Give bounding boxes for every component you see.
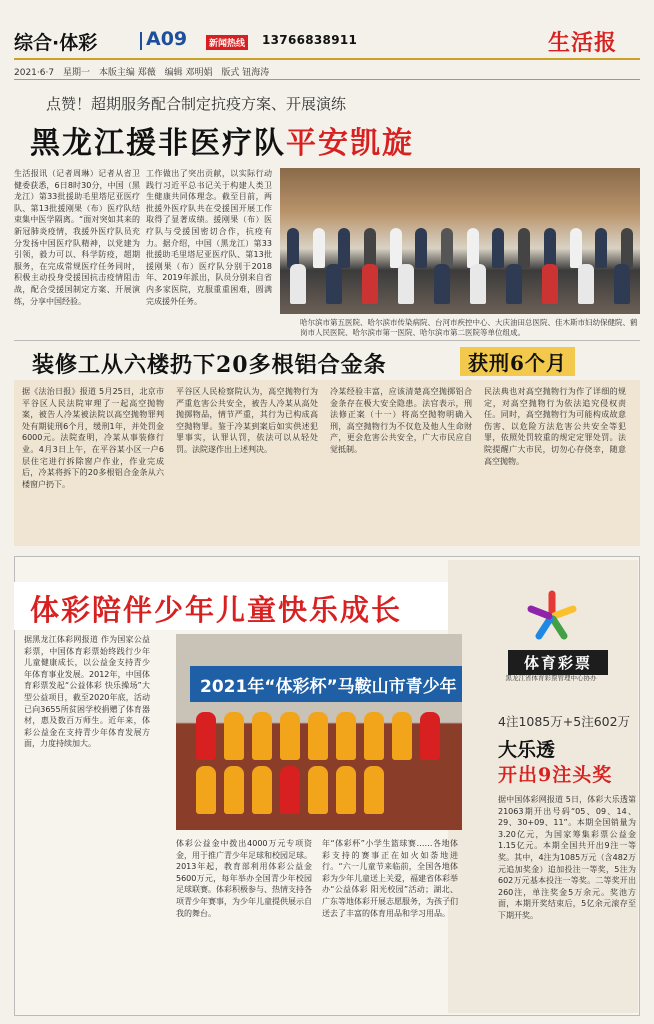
lottery-jackpot-summary: 4注1085万+5注602万	[498, 714, 631, 729]
issue-meta	[14, 65, 275, 78]
story2-headline: 装修工从六楼扔下20多根铝合金条	[32, 352, 387, 378]
newspaper-logo: 生活报	[548, 30, 618, 56]
story1-column-1: 生活报讯（记者周琳）记者从省卫健委获悉，6日8时30分，中国（黑龙江）第33批援助毛里塔尼亚医疗队、第13批援刚果（布）医疗队结束集中医学隔离。“面对突如其来的新冠肺炎疫情，我援外医疗队员充分发扬中国医疗队精神，以党建为引领，毅力可以、科学防疫，超期服务，在完成常规医疗任务同时，积极主动投身受援国抗击疫情阻击战，配合受援国制定方案、开展演练，分享中国经验。	[14, 169, 140, 306]
hotline-number: 13766838911	[262, 33, 358, 47]
divider	[14, 79, 640, 80]
photo-banner: 2021年“体彩杯”马鞍山市青少年	[190, 666, 462, 702]
story3-headline: 体彩陪伴少年儿童快乐成长	[30, 593, 403, 627]
story1-headline-main: 黑龙江援非医疗队	[30, 126, 286, 161]
sports-lottery-logo-icon	[524, 588, 580, 644]
story3-column-1: 据黑龙江体彩网报道 作为国家公益彩票，中国体育彩票始终践行少年儿童健康成长，以公益金支持青少年体育事业发展。2012年，中国体育彩票发起“公益体彩 快乐操场”大型公益项目，截至2020年底，活动已向3655所贫困学校捐赠了体育器材，惠及数百万师生。近年来，体彩公益金在支持青少年体育发展方面，力度持续加大。	[24, 635, 150, 749]
hotline-label: 新闻热线	[206, 35, 248, 50]
issue-date: 2021·6·7	[14, 68, 55, 78]
story1-headline-highlight: 平安凯旋	[286, 126, 414, 161]
lottery-body: 据中国体彩网报道 5日，体彩大乐透第21063期开出号码“05、09、14、29、30+09、11”。本期全国销量为3.20亿元，为国家筹集彩票公益金1.15亿元。本期全国共开出9注一等奖。其中，4注为1085万元（含482万元追加奖金）追加投注一等奖，5注为602万元基本投注一等奖。二等奖开出260注，单注奖金5万余元。奖池方面，本期开奖结束后，5亿余元滚存至下期开奖。	[498, 795, 636, 920]
issue-weekday: 星期一	[62, 68, 90, 78]
story1-column-2: 工作做出了突出贡献，以实际行动践行习近平总书记关于构建人类卫生健康共同体理念。截至目前，两批援外医疗队共在受援国开展工作取得了显著成绩。援刚果（布）医疗队与受援国密切合作，抗疫有力。据介绍，中国（黑龙江）第33批援助毛里塔尼亚医疗队、第13批援刚果（布）医疗队分别于2018年、2019年派出，队员分别来自省内多家医院，克服重重困难，圆满完成援外任务。	[146, 169, 272, 306]
story2-column-1: 据《法治日报》报道 5月25日，北京市平谷区人民法院审理了一起高空抛物案，被告人冷某被法院以高空抛物罪判处有期徒刑6个月，缓刑1年，并处罚金6000元。法院查明，冷某从事装修行业。4月3日上午，在平谷某小区一户6层住宅进行拆除窗户作业，作业完成后，冷某将拆下的20多根铝合金条从六楼窗户扔下。	[22, 387, 164, 489]
story1-kicker: 点赞！超期服务配合制定抗疫方案、开展演练	[46, 95, 347, 113]
lottery-headline-line2: 开出9注头奖	[498, 764, 613, 786]
photo-row-back	[280, 228, 640, 268]
players-group	[196, 712, 446, 814]
youth-football-photo	[176, 634, 462, 830]
story3-column-3: 年“体彩杯”小学生篮球赛……各地体彩支持的赛事正在如火如荼地进行。“六一儿童节来临前，全国各地体彩为少年儿童送上关爱，福建省体彩举办“公益体彩 阳光校园”活动；湖北、广东等地体彩开展志愿服务，为孩子们送去了丰富的体育用品和学习用品。	[322, 839, 458, 918]
story2-column-4: 民法典也对高空抛物行为作了详细的规定，对高空抛物行为依法追究侵权责任。同时，高空抛物行为可能构成故意伤害、以危险方法危害公共安全等犯罪，依照处罚较重的规定定罪处罚。法院提醒广大市民，切勿心存侥幸，随意高空抛物。	[484, 387, 626, 466]
chief-editor: 本版主编 郑薇	[98, 68, 156, 78]
story2-verdict-badge: 获刑6个月	[460, 347, 575, 376]
sports-lottery-name: 体育彩票	[508, 650, 608, 675]
story1-headline	[30, 118, 414, 162]
section-title: 综合·体彩	[14, 32, 98, 54]
layout-editor: 版式 钮海涛	[221, 68, 270, 78]
divider	[14, 340, 640, 341]
divider	[140, 32, 142, 50]
divider	[14, 58, 640, 60]
story3-column-2: 体彩公益金中拨出4000万元专项资金，用于推广青少年足球和校园足球。2013年起，教育部利用体彩公益金5600万元，每年举办全国青少年校园足球联赛。体彩积极参与、热情支持各项青少年赛事，为少年儿童提供展示自我的舞台。	[176, 839, 312, 918]
page-number: A09	[146, 28, 188, 50]
story1-photo-caption: 哈尔滨市第五医院、哈尔滨市传染病院、台河市疾控中心、大庆油田总医院、佳木斯市妇幼保健院、鹤岗市人民医院、哈尔滨市第一医院、哈尔滨市第二医院等单位组成。	[300, 318, 638, 337]
lottery-headline-line1: 大乐透	[498, 739, 556, 761]
story2-column-2: 平谷区人民检察院认为，高空抛物行为严重危害公共安全，被告人冷某从高处抛掷物品，情节严重，其行为已构成高空抛物罪。鉴于冷某到案后如实供述犯罪事实，认罪认罚，依法可以从轻处罚。法院遂作出上述判决。	[176, 387, 318, 454]
masthead	[0, 0, 654, 80]
editor: 编辑 邓明娟	[164, 68, 213, 78]
photo-row-front	[280, 264, 640, 304]
sports-lottery-org: 黑龙江省体育彩票管理中心协办	[505, 674, 597, 682]
medical-team-photo	[280, 168, 640, 314]
story2-column-3: 冷某经验丰富，应该清楚高空抛掷铝合金条存在极大安全隐患。法官表示，刑法修正案（十一）将高空抛物明确入刑，高空抛物行为不仅危及他人生命财产，更会危害公共安全，广大市民应自觉抵制。	[330, 387, 472, 454]
